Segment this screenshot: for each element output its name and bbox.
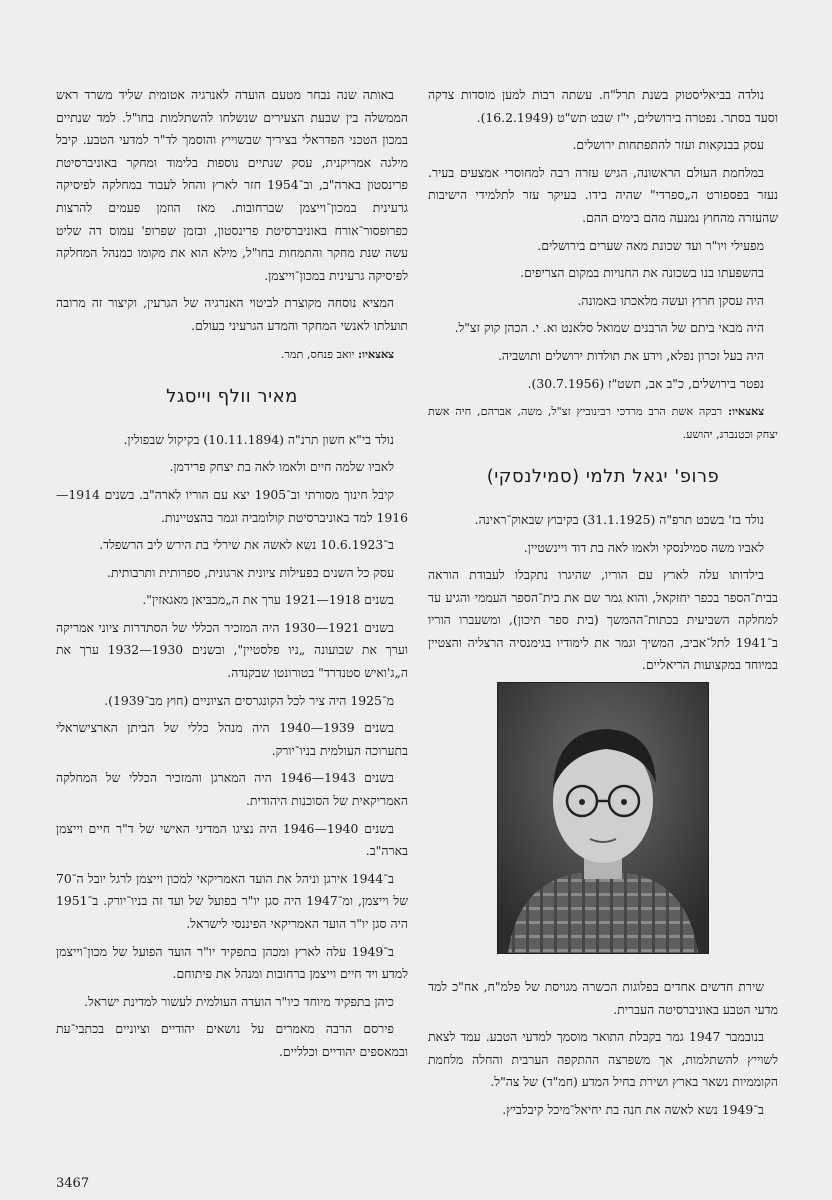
descendants-label: צאצאיו:: [357, 346, 394, 361]
bio-title: פרופ' יגאל תלמי (סמילנסקי): [486, 466, 720, 488]
bio-entry-weisgal: [56, 429, 408, 1064]
paragraph: בשנים 1921—1930 היה המזכיר הכללי של הסתדרות ציוני אמריקה וערך את שבועונה „ניו פלסטיין", ובשנים 1930—1932 ערך את ה„ג'ואיש סטנדרד" בטורונטו שבקנדה.: [56, 619, 408, 681]
paragraph: היה מבאי ביתם של הרבנים שמואל סלאנט וא. י. הכהן קוק זצ"ל.: [454, 320, 764, 336]
paragraph: באותה שנה נבחר מטעם הועדה לאנרגיה אטומית שליד משרד ראש הממשלה בין שבעת הצעירים שנשלחו להשתלמות בחו"ל. למד שנתיים במכון הטכני הפדראלי בציריך שבשוייץ והוסמך לד"ר למדעי הטבע. קיבל מילגה אמריקנית, עסק שנתיים נוספות בלימוד ומחקר באוניברסיטת פרינסטון בארה"ב, וב־1954 חזר לארץ והחל לעבוד במחלקה לפיסיקה גרעינית במכון־וייצמן שברחובות. מאז הוזמן פעמים להרצות כפרופסור־אורח באוניברסיטת פרינסטון, ובזמן שפרופ' עמוס דה שליט עשה שנת מחקר והתמחות בחו"ל, מילא הוא את מקומו כמנהל המחלקה לפיסיקה גרעינית במכון־וייצמן.: [56, 87, 408, 283]
paragraph: ב־1944 אירגן וניהל את הועד האמריקאי למכון וייצמן לרגל יובל ה־70 של וייצמן, ומ־1947 היה סגן יו"ר בפועל של ועד זה בניו־יורק. ב־1951 היה סגן יו"ר הועד האמריקאי הפיננסי לישראל.: [56, 870, 409, 931]
portrait-photo: [497, 682, 709, 954]
right-column: [428, 84, 778, 1127]
paragraph: בשנים 1918—1921 ערך את ה„מכבּיאן מאגאזין".: [142, 592, 394, 608]
paragraph: ב־10.6.1923 נשא לאשה את שירלי בת הירש ליב הרשפלד.: [99, 537, 394, 553]
paragraph: במלחמת העולם הראשונה, הגיש עזרה רבה למחוסרי אמצעים בעיר. נעזר בפספורט ה„ספרדי" שהיה בידו. בעיקר עזר לתלמידי הישיבות שהעזרה מהחוץ נמנעה מהם בימים ההם.: [428, 164, 778, 225]
paragraph: ב־1949 עלה לארץ ומכהן בתפקיד יו"ר הועד הפועל של מכון־וייצמן למדע ויד חיים וייצמן ברחובות ומנהל את פיתוחם.: [56, 943, 408, 982]
descendants-line: [428, 400, 778, 446]
paragraph: עסק בבנקאות ועזר להתפתחות ירושלים.: [572, 137, 764, 153]
paragraph: לאביו שלמה חיים ולאמו לאה בת יצחק פרידמן.: [169, 459, 394, 475]
paragraph: בילדותו עלה לארץ עם הוריו, שהיגרו נתקבלו לעבודת הוראה בבית־הספר בכפר יחזקאל, והוא גמר שם את בית־הספר העממי והגיע עד למחלקה השביעית בכתות־ההמשך (בית ספר תיכון), ומשעברו הוריו ב־1941 לתל־אביב, המשיך וגמר את לימודיו בגימנסיה הרצליה והצטיין במיוחד במקצועות הריאליים.: [428, 567, 778, 673]
bio-entry-talmi: [428, 509, 778, 1122]
paragraph: נולד בי"א חשון תרנ"ה (10.11.1894) בקיקול שבפולין.: [123, 431, 394, 447]
paragraph: קיבל חינוך מסורתי וב־1905 יצא עם הוריו לארה"ב. בשנים 1914—1916 למד באוניברסיטת קולומביה וגמר בהצטיינות.: [56, 486, 408, 525]
paragraph: עסק כל השנים בפעילות ציונית ארגונית, ספרותית ותרבותית.: [107, 564, 394, 580]
paragraph: שירת חדשים אחדים בפלוגות הכשרה מגויסת של פלמ"ח, אח"כ למד מדעי הטבע באוניברסיטה העברית.: [428, 979, 778, 1017]
paragraph: בהשפעתו בנו בשכונה את החנויות במקום הצריפים.: [520, 265, 764, 281]
bio-title: מאיר וולף וייסגל: [166, 386, 298, 408]
paragraph: ב־1949 נשא לאשה את חנה בת יחיאל־מיכל קיבלביץ.: [502, 1102, 764, 1118]
page-number: 3467: [56, 1176, 90, 1191]
descendants-text: רבקה אשת הרב מרדכי רבינוביץ זצ"ל, משה, אברהם, חיה אשת יצחק וכטנברג, יהושע.: [428, 405, 778, 441]
paragraph: מפעילי ויו"ר ועד שכונת מאה שערים בירושלים.: [537, 237, 764, 253]
descendants-line: [56, 343, 408, 367]
paragraph: נפטר בירושלים, כ"ב אב, תשט"ז (30.7.1956).: [527, 375, 764, 391]
descendants-label: צאצאיו:: [727, 404, 764, 419]
paragraph: בשנים 1940—1946 היה נציגו המדיני האישי של ד"ר חיים וייצמן בארה"ב.: [56, 820, 408, 859]
descendants-text: יואב פנחס, תמר.: [280, 347, 355, 361]
portrait-image: [498, 683, 708, 953]
paragraph: נולדה בביאליסטוק בשנת תרל"ח. עשתה רבות למען מוסדות צדקה וסעד בסתר. נפטרה בירושלים, י"ז שבט תש"ט (16.2.1949).: [428, 87, 778, 125]
paragraph: בשנים 1943—1946 היה המארגן והמזכיר הכללי של המחלקה האמריקאית של הסוכנות היהודית.: [56, 770, 408, 809]
paragraph: בנובמבר 1947 גמר בקבלת התואר מוסמך למדעי הטבע. עמד לצאת לשוייץ להשתלמות, אך משפרצה ההתקפה הערבית והחלה מלחמת הקוממיות נשאר בארץ ושירת בחיל המדע (חמ"ד) של צה"ל.: [428, 1029, 778, 1090]
paragraph: המציא נוסחה מקוצרת לביטוי האנרגיה של הגרעין, וקיצור זה מרובה תועלתו לאנשי המחקר והמדע הגרעיני בעולם.: [56, 295, 408, 333]
right-top-entry: [428, 84, 778, 446]
paragraph: בשנים 1939—1940 היה מנהל כללי של הביתן הארצישראלי בתערוכה העולמית בניו־יורק.: [56, 720, 408, 758]
paragraph: לאביו משה סמילנסקי ולאמו לאה בת דוד ויינשטיין.: [523, 539, 764, 555]
paragraph: נולד בז' בשבט תרפ"ה (31.1.1925) בקיבוץ שבאוק־ראינה.: [474, 511, 764, 527]
paragraph: כיהן בתפקיד מיוחד כיו"ר הועדה העולמית לעשור למדינת ישראל.: [84, 993, 394, 1009]
paragraph: היה בעל זכרון נפלא, וידע את תולדות ירושלים ותושביה.: [497, 347, 764, 363]
left-top-entry: [56, 84, 408, 366]
left-column: [56, 84, 408, 1069]
paragraph: פירסם הרבה מאמרים על נושאים יהודיים וציוניים בכתבי־עת ובמאספים יהודיים וכלליים.: [56, 1021, 408, 1059]
paragraph: מ־1925 היה ציר לכל הקונגרסים הציוניים (חוץ מב־1939).: [104, 692, 394, 708]
paragraph: היה עסקן חרוץ ועשה מלאכתו באמונה.: [577, 292, 764, 308]
